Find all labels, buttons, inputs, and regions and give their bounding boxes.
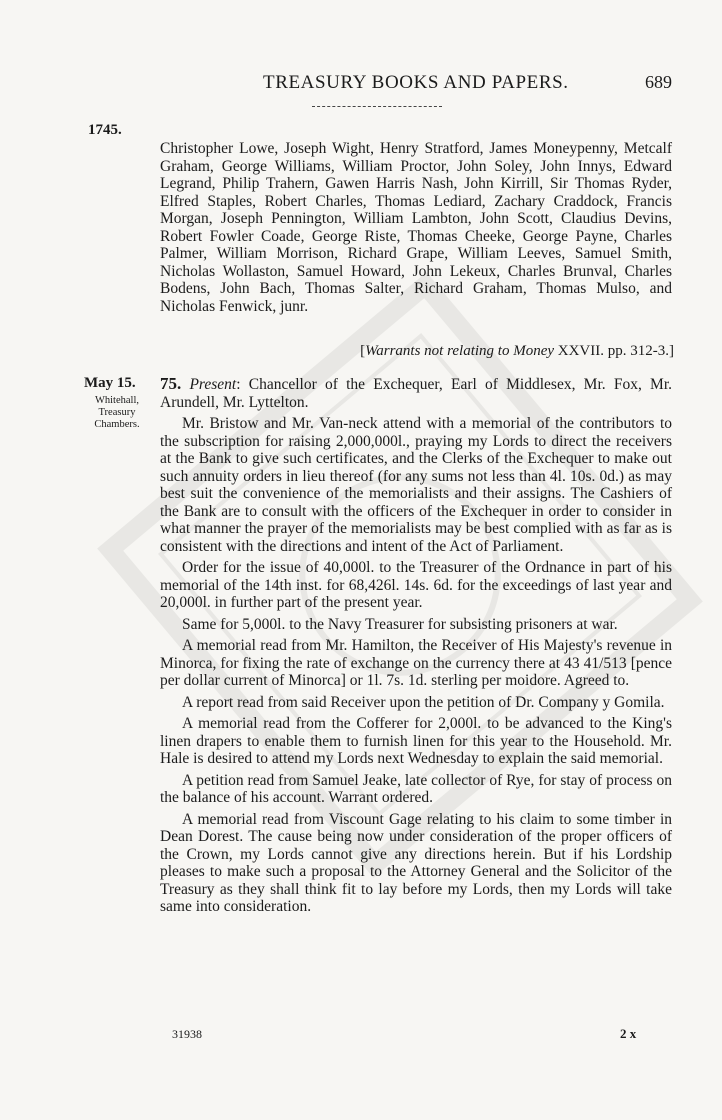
entry-paragraph: Order for the issue of 40,000l. to the Treasurer of the Ordnance in part of his memorial of the 14th inst. for 68,426l. 14s. 6d. for the exceedings of last year and 20,000l. in further part of the present year. xyxy=(160,559,672,611)
present-label: Present xyxy=(189,376,237,393)
present-text: : Chancellor of the Exchequer, Earl of Middlesex, Mr. Fox, Mr. Arundell, Mr. Lyttelton. xyxy=(160,376,673,411)
warrant-reference-rest: XXVII. pp. 312-3.] xyxy=(554,343,674,359)
entry-paragraph: A memorial read from Viscount Gage relating to his claim to some timber in Dean Dorest. The cause being now under consideration of the proper officers of the Crown, my Lords cannot give any directions herein. But if his Lordship pleases to make such a proposal to the Attorney General and the Solicitor of the Treasury as they shall think fit to lay before my Lords, then my Lords will take same into consideration. xyxy=(160,810,672,915)
warrant-reference-italic: Warrants not relating to Money xyxy=(365,343,555,359)
margin-place-line: Chambers. xyxy=(94,419,140,430)
entry-paragraph: A memorial read from Mr. Hamilton, the Receiver of His Majesty's revenue in Minorca, for fixing the rate of exchange on the currency there at 43 41/513 [pence per dollar current of Minorca] or 1l. 7s. 1d. sterling per moidore. Agreed to. xyxy=(160,637,672,689)
page-number: 689 xyxy=(645,72,672,92)
entry-paragraph: Mr. Bristow and Mr. Van-neck attend with a memorial of the contributors to the subscription for raising 2,000,000l., praying my Lords to direct the receivers at the Bank to give such certificates, and the Clerks of the Exchequer to make out such annuity orders in lieu thereof (for any sums not less than 4l. 10s. 0d.) as may best suit the convenience of the memorialists and their assigns. The Cashiers of the Bank are to consult with the officers of the Exchequer in order to consider in what manner the prayer of the memorialists may be best complied with as far as is consistent with the directions and intent of the Act of Parliament. xyxy=(160,415,672,555)
header-divider xyxy=(312,106,442,107)
margin-year: 1745. xyxy=(88,122,122,138)
entry-75 xyxy=(160,375,672,920)
margin-place-line: Whitehall, xyxy=(94,395,140,406)
entry-number: 75. xyxy=(160,374,182,393)
print-code: 31938 xyxy=(172,1027,202,1041)
names-paragraph: Christopher Lowe, Joseph Wight, Henry Stratford, James Moneypenny, Metcalf Graham, George Williams, William Proctor, John Soley, John Innys, Edward Legrand, Philip Trahern, Gawen Harris Nash, John Kirrill, Sir Thomas Ryder, Elfred Staples, Robert Charles, Thomas Lediard, Zachary Craddock, Francis Morgan, Joseph Pennington, William Lambton, John Scott, Claudius Devins, Robert Fowler Coade, George Riste, Thomas Cheeke, George Payne, Charles Palmer, William Morrison, Richard Grape, William Leeves, Samuel Smith, Nicholas Wollaston, Samuel Howard, John Lekeux, Charles Brunval, Charles Bodens, John Bach, Thomas Salter, Richard Graham, Thomas Mulso, and Nicholas Fenwick, junr. xyxy=(160,140,672,315)
warrant-reference: [Warrants not relating to Money XXVII. pp. 312-3.] xyxy=(360,343,674,359)
entry-paragraph: Same for 5,000l. to the Navy Treasurer for subsisting prisoners at war. xyxy=(182,615,618,633)
signature-mark: 2 x xyxy=(620,1026,637,1041)
running-header-title: TREASURY BOOKS AND PAPERS. xyxy=(263,72,569,93)
entry-paragraph: A memorial read from the Cofferer for 2,000l. to be advanced to the King's linen drapers to enable them to furnish linen for this year to the Household. Mr. Hale is desired to attend my Lords next Wednesday to explain the said memorial. xyxy=(160,715,672,767)
margin-place-line: Treasury xyxy=(98,407,136,418)
present-paragraph xyxy=(160,375,672,411)
entry-paragraph: A report read from said Receiver upon the petition of Dr. Company y Gomila. xyxy=(182,693,665,711)
margin-date: May 15. xyxy=(84,375,136,391)
margin-place xyxy=(82,395,152,431)
entry-paragraph: A petition read from Samuel Jeake, late collector of Rye, for stay of process on the balance of his account. Warrant ordered. xyxy=(160,771,672,806)
